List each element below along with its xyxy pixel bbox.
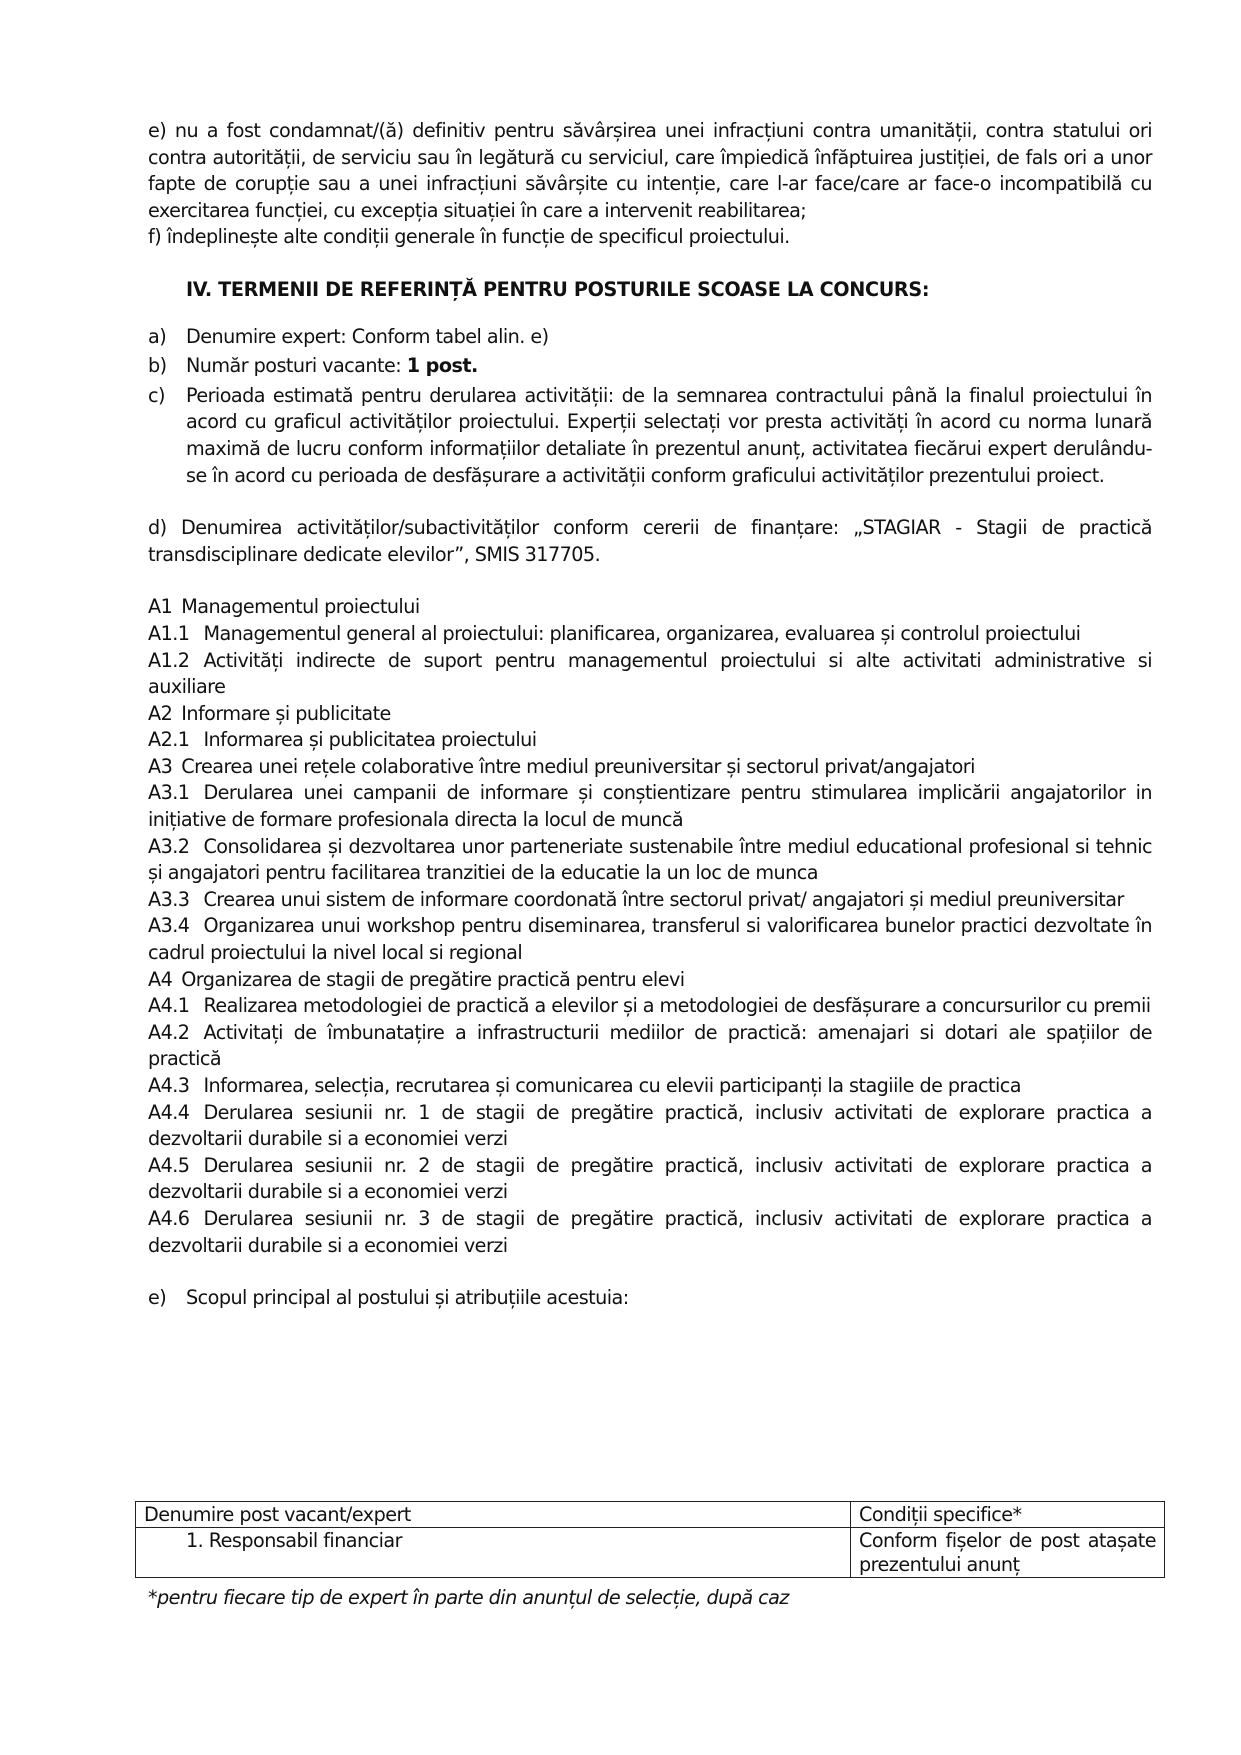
activity-code: A3 (148, 754, 173, 778)
section-e-label: e) (148, 1286, 167, 1310)
terms-item-c (148, 383, 1152, 489)
activity-code: A4.2 (148, 1020, 190, 1044)
activity-item (148, 1073, 1152, 1100)
list-label: c) (148, 383, 165, 407)
activity-item (148, 1153, 1152, 1206)
activity-code: A4.5 (148, 1153, 190, 1177)
activity-item (148, 594, 1152, 621)
activity-code: A3.3 (148, 887, 190, 911)
activity-item (148, 780, 1152, 833)
activity-code: A4.1 (148, 994, 190, 1018)
table-header-row (136, 1502, 1165, 1528)
activity-item (148, 701, 1152, 728)
activities-intro-paragraph: d) Denumirea activităților/subactivităților conform cererii de finanțare: „STAGIAR - Stagii de practică transdisciplinare dedicate elevilor”, SMIS 317705. (148, 516, 1152, 566)
activity-text: Derularea sesiunii nr. 3 de stagii de pregătire practică, inclusiv activitati de explorare practica a dezvoltarii durabile si a economiei verzi (148, 1206, 1152, 1257)
table-cell-conditions: Conform fișelor de post atașate prezentului anunț (851, 1528, 1165, 1578)
activity-item (148, 1206, 1152, 1259)
terms-list (148, 324, 1152, 490)
table-header-cell: Condiții specifice* (851, 1502, 1165, 1528)
list-label: a) (148, 324, 167, 348)
activity-text: Crearea unei rețele colaborative între mediul preuniversitar și sectorul privat/angajatori (181, 754, 975, 778)
activity-text: Realizarea metodologiei de practică a elevilor și a metodologiei de desfășurare a concursurilor cu premii (203, 994, 1151, 1018)
activity-item (148, 913, 1152, 966)
list-text: Perioada estimată pentru derularea activității: de la semnarea contractului până la finalul proiectului în acord cu graficul activităților proiectului. Experții selectați vor presta activități în acord cu norma lunară maximă de lucru conform informațiilor detaliate în prezentul anunț, activitatea fiecărui expert derulându-se în acord cu perioada de desfășurare a activității conform graficului activităților prezentului proiect. (186, 383, 1152, 487)
vacancy-count-value: 1 post. (406, 354, 478, 378)
vacancy-count-label: Număr posturi vacante: (186, 354, 407, 378)
table-footnote: *pentru fiecare tip de expert în parte din anunțul de selecție, după caz (148, 1586, 789, 1609)
activity-code: A2 (148, 701, 173, 725)
activity-text: Informare și publicitate (181, 701, 391, 725)
terms-item-b (148, 353, 1152, 380)
activity-code: A4.3 (148, 1074, 190, 1097)
activity-text: Derularea unei campanii de informare și conștientizare pentru stimularea implicării angajatorilor in inițiative de formare profesionala directa la locul de muncă (148, 781, 1152, 832)
activity-text: Managementul general al proiectului: planificarea, organizarea, evaluarea și controlul proiectului (203, 621, 1081, 645)
activity-code: A4.4 (148, 1100, 190, 1124)
activity-item (148, 621, 1152, 648)
activity-code: A1 (148, 595, 173, 619)
activity-item (148, 887, 1152, 914)
table-header-cell: Denumire post vacant/expert (136, 1502, 851, 1528)
condition-f-paragraph: f) îndeplinește alte condiții generale în funcție de specificul proiectului. (148, 225, 790, 249)
activity-text: Organizarea de stagii de pregătire practică pentru elevi (181, 967, 685, 991)
table-row (136, 1528, 1165, 1578)
table-cell-post: 1. Responsabil financiar (136, 1528, 851, 1578)
activity-item (148, 967, 1152, 994)
activity-item (148, 1100, 1152, 1153)
activity-code: A1.2 (148, 648, 190, 672)
activity-item (148, 727, 1152, 754)
activity-code: A3.1 (148, 781, 190, 805)
activity-text: Informarea, selecția, recrutarea și comunicarea cu elevii participanți la stagiile de practica (203, 1074, 1022, 1097)
terms-item-a (148, 324, 1152, 351)
list-text: Denumire expert: Conform tabel alin. e) (186, 324, 549, 348)
activity-text: Organizarea unui workshop pentru diseminarea, transferul si valorificarea bunelor practici dezvoltate în cadrul proiectului la nivel local si regional (148, 914, 1152, 965)
section-e-text: Scopul principal al postului și atribuțiile acestuia: (186, 1286, 629, 1310)
activity-code: A3.2 (148, 834, 190, 858)
activity-code: A3.4 (148, 914, 190, 938)
activity-item (148, 834, 1152, 887)
activity-code: A1.1 (148, 621, 190, 645)
document-page (148, 118, 1152, 1312)
list-label: b) (148, 354, 167, 378)
activity-item (148, 754, 1152, 781)
activity-text: Crearea unui sistem de informare coordonată între sectorul privat/ angajatori și mediul preuniversitar (203, 887, 1124, 911)
activities-list (148, 594, 1152, 1259)
activity-text: Managementul proiectului (181, 595, 420, 619)
posts-table (135, 1501, 1165, 1578)
activity-text: Derularea sesiunii nr. 1 de stagii de pregătire practică, inclusiv activitati de explorare practica a dezvoltarii durabile si a economiei verzi (148, 1100, 1152, 1151)
activity-item (148, 1020, 1152, 1073)
activity-text: Activități indirecte de suport pentru managementul proiectului si alte activitati administrative si auxiliare (148, 648, 1152, 699)
activity-text: Activitați de îmbunatațire a infrastructurii mediilor de practică: amenajari si dotari ale spațiilor de practică (148, 1020, 1152, 1071)
activity-code: A2.1 (148, 728, 190, 752)
activity-text: Consolidarea și dezvoltarea unor parteneriate sustenabile între mediul educational profesional si tehnic și angajatori pentru facilitarea tranzitiei de la educatie la un loc de munca (148, 834, 1152, 885)
section-e-title (148, 1285, 1152, 1312)
activity-code: A4 (148, 967, 173, 991)
section-iv-heading: IV. TERMENII DE REFERINȚĂ PENTRU POSTURILE SCOASE LA CONCURS: (186, 277, 930, 301)
activity-code: A4.6 (148, 1206, 190, 1230)
condition-e-paragraph: e) nu a fost condamnat/(ă) definitiv pentru săvârșirea unei infracțiuni contra umanității, contra statului ori contra autorității, de serviciu sau în legătură cu serviciul, care împiedică înfăptuirea justiției, de fals ori a unor fapte de corupție sau a unei infracțiuni săvârșite cu intenție, care l-ar face/care ar face-o incompatibilă cu exercitarea funcției, cu excepția situației în care a intervenit reabilitarea; (148, 119, 1152, 222)
list-text (186, 353, 1152, 380)
activity-item (148, 648, 1152, 701)
activity-text: Informarea și publicitatea proiectului (203, 728, 537, 752)
activity-item (148, 993, 1152, 1020)
activity-text: Derularea sesiunii nr. 2 de stagii de pregătire practică, inclusiv activitati de explorare practica a dezvoltarii durabile si a economiei verzi (148, 1153, 1152, 1204)
